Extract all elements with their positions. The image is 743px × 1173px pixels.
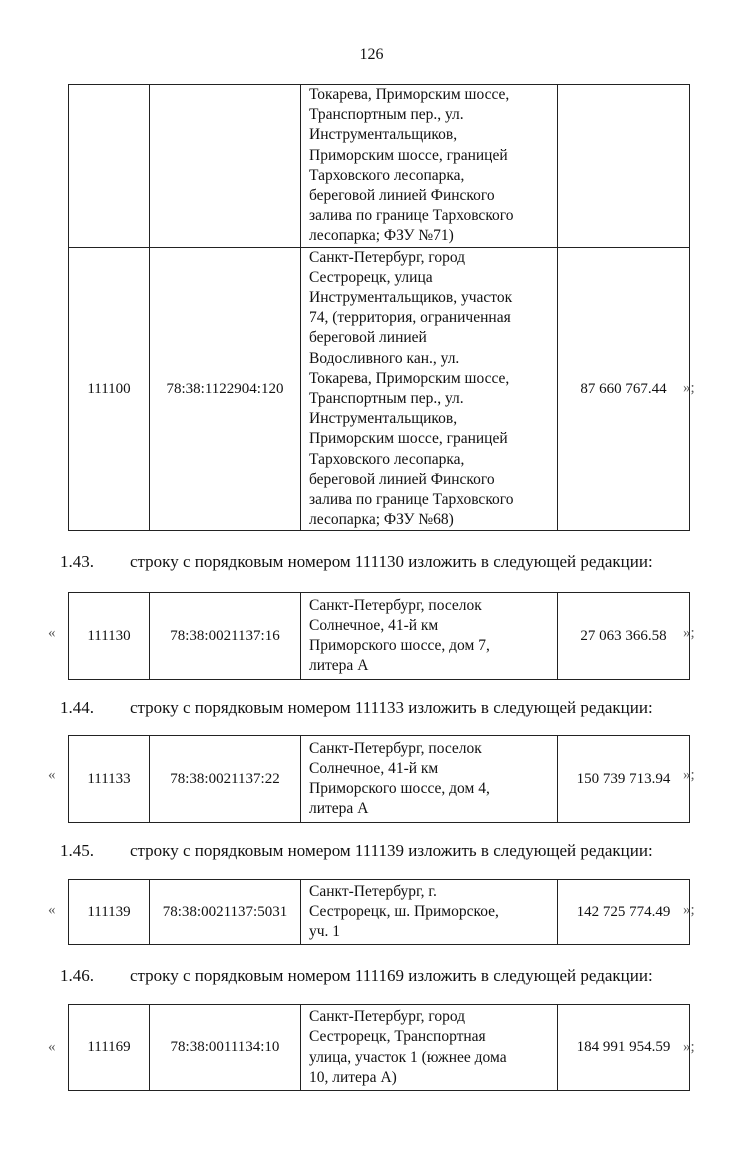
table-row — [69, 593, 690, 680]
address-line: Санкт-Петербург, поселок — [309, 739, 482, 757]
address-line: Инструментальщиков, — [309, 126, 458, 144]
value-cell: 184 991 954.59 — [558, 1005, 690, 1091]
address-line: Токарева, Приморским шоссе, — [309, 86, 510, 103]
number-cell: 111133 — [69, 736, 150, 823]
closing-quote: »; — [683, 902, 695, 918]
address-line: Тарховского лесопарка, — [309, 166, 465, 184]
item-text: строку с порядковым номером 111139 изложить в следующей редакции: — [130, 841, 653, 860]
address-line: литера А — [309, 800, 369, 818]
register-table — [68, 1004, 690, 1091]
address-line: Солнечное, 41-й км — [309, 616, 439, 634]
cadastral-cell: 78:38:0021137:16 — [150, 593, 301, 680]
address-cell — [301, 85, 558, 248]
register-table-continuation — [68, 84, 690, 531]
number-cell: 111169 — [69, 1005, 150, 1091]
address-line: Приморским шоссе, границей — [309, 146, 508, 164]
table-row — [69, 247, 690, 531]
address-line: Транспортным пер., ул. — [309, 106, 464, 124]
closing-quote: »; — [683, 625, 695, 641]
address-line: береговой линией Финского — [309, 470, 495, 488]
address-cell — [301, 593, 558, 680]
opening-quote: « — [48, 1039, 56, 1055]
address-cell — [301, 1005, 558, 1091]
opening-quote: « — [48, 625, 56, 641]
address-line: уч. 1 — [309, 923, 341, 941]
address-line: Санкт-Петербург, город — [309, 1008, 466, 1026]
address-line: Тарховского лесопарка, — [309, 450, 465, 468]
address-line: 10, литера А) — [309, 1068, 397, 1086]
address-line: Токарева, Приморским шоссе, — [309, 369, 510, 387]
address-line: залива по границе Тарховского — [309, 207, 514, 225]
address-cell — [301, 736, 558, 823]
value-cell — [558, 85, 690, 248]
item-number: 1.44. — [60, 698, 94, 717]
cadastral-cell: 78:38:0011134:10 — [150, 1005, 301, 1091]
address-line: улица, участок 1 (южнее дома — [309, 1048, 507, 1066]
number-cell: 111139 — [69, 880, 150, 945]
address-line: Приморского шоссе, дом 7, — [309, 637, 490, 654]
value-cell: 150 739 713.94 — [558, 736, 690, 823]
value-cell: 27 063 366.58 — [558, 593, 690, 680]
address-line: Приморским шоссе, границей — [309, 430, 508, 448]
address-line: Санкт-Петербург, поселок — [309, 596, 482, 614]
opening-quote: « — [48, 767, 56, 783]
address-cell — [301, 247, 558, 531]
closing-quote: »; — [683, 1039, 695, 1055]
register-table — [68, 592, 690, 680]
number-cell: 111130 — [69, 593, 150, 680]
address-line: литера А — [309, 657, 369, 675]
address-line: Сестрорецк, Транспортная — [309, 1028, 486, 1046]
cadastral-cell: 78:38:1122904:120 — [150, 247, 301, 531]
address-line: Инструментальщиков, участок — [309, 289, 513, 307]
cadastral-cell: 78:38:0021137:22 — [150, 736, 301, 823]
register-table — [68, 735, 690, 823]
number-cell: 111100 — [69, 247, 150, 531]
register-table — [68, 879, 690, 945]
item-number: 1.45. — [60, 841, 94, 860]
address-line: береговой линией — [309, 329, 427, 347]
closing-quote: »; — [683, 767, 695, 783]
address-line: Приморского шоссе, дом 4, — [309, 780, 490, 797]
address-line: Водосливного кан., ул. — [309, 349, 460, 367]
table-row — [69, 880, 690, 945]
table-row — [69, 736, 690, 823]
value-cell: 87 660 767.44 — [558, 247, 690, 531]
number-cell — [69, 85, 150, 248]
item-text: строку с порядковым номером 111130 изложить в следующей редакции: — [130, 552, 653, 571]
address-line: Транспортным пер., ул. — [309, 390, 464, 408]
opening-quote: « — [48, 902, 56, 918]
address-line: Сестрорецк, ш. Приморское, — [309, 902, 499, 920]
address-line: Солнечное, 41-й км — [309, 759, 439, 777]
item-text: строку с порядковым номером 111133 изложить в следующей редакции: — [130, 698, 653, 717]
table-row — [69, 1005, 690, 1091]
address-line: 74, (территория, ограниченная — [309, 309, 511, 327]
address-line: залива по границе Тарховского — [309, 491, 514, 509]
item-text: строку с порядковым номером 111169 изложить в следующей редакции: — [130, 966, 653, 985]
page-number: 126 — [359, 46, 384, 63]
table-row — [69, 85, 690, 248]
address-line: Инструментальщиков, — [309, 410, 458, 428]
value-cell: 142 725 774.49 — [558, 880, 690, 945]
cadastral-cell — [150, 85, 301, 248]
address-line: лесопарка; ФЗУ №68) — [309, 511, 454, 529]
address-line: береговой линией Финского — [309, 187, 495, 205]
address-line: Сестрорецк, улица — [309, 268, 433, 286]
closing-quote: »; — [683, 380, 695, 396]
cadastral-cell: 78:38:0021137:5031 — [150, 880, 301, 945]
address-line: Санкт-Петербург, г. — [309, 882, 437, 900]
address-cell — [301, 880, 558, 945]
address-line: лесопарка; ФЗУ №71) — [309, 227, 454, 245]
item-number: 1.46. — [60, 966, 94, 985]
address-line: Санкт-Петербург, город — [309, 248, 466, 266]
item-number: 1.43. — [60, 552, 94, 571]
